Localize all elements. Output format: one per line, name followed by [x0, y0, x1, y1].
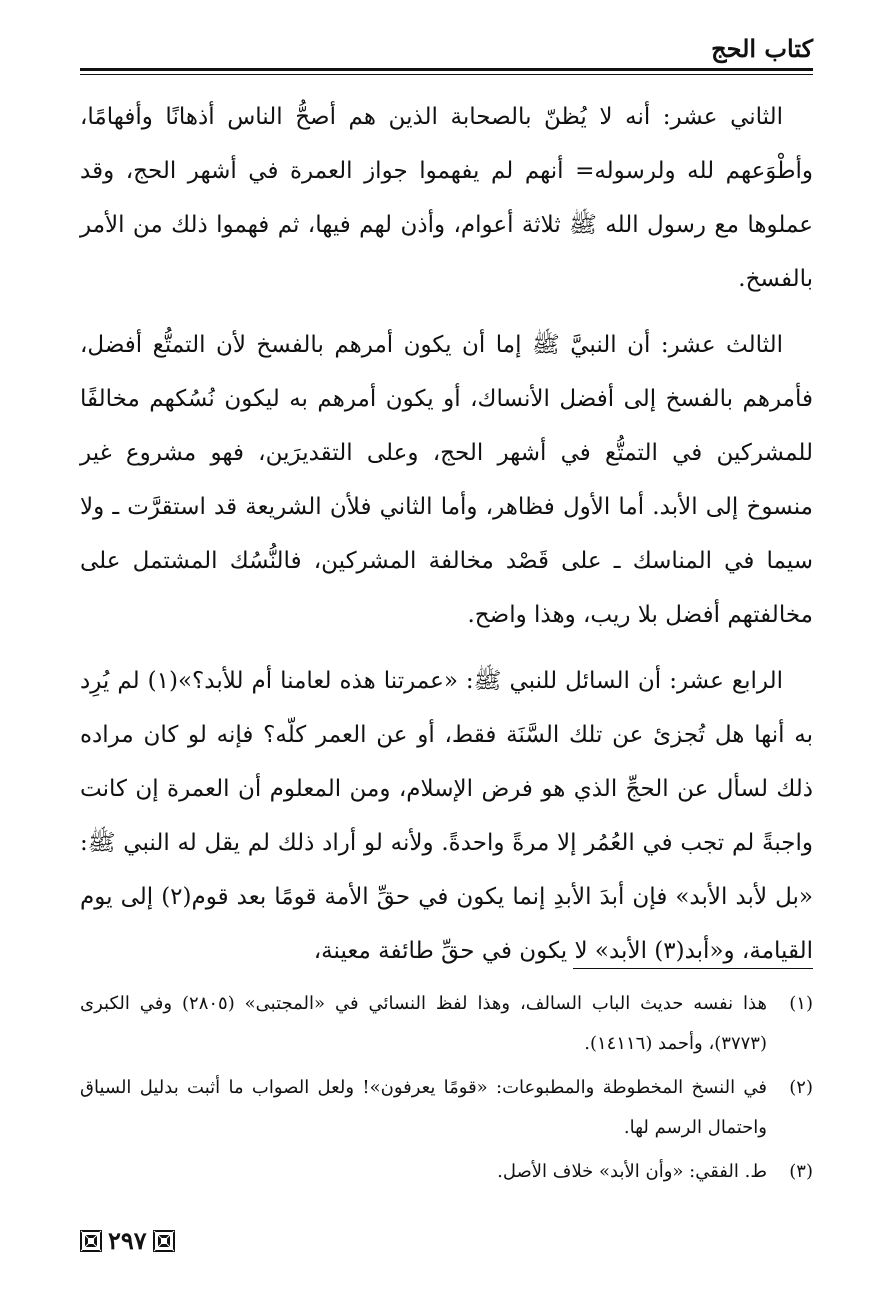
- page-number-block: [80, 1228, 175, 1254]
- footnotes: [80, 984, 813, 1196]
- header-rule-thin: [80, 74, 813, 75]
- footnote-1: [80, 984, 813, 1064]
- footnote-separator: [573, 968, 813, 969]
- footnote-text: هذا نفسه حديث الباب السالف، وهذا لفظ النسائي في «المجتبى» (٢٨٠٥) وفي الكبرى (٣٧٧٣)، وأحمد (١٤١١٦).: [80, 993, 767, 1054]
- ornament-icon: [80, 1230, 102, 1252]
- header-rule-thick: [80, 68, 813, 71]
- footnote-number: (٢): [789, 1077, 813, 1098]
- paragraph-twelfth: الثاني عشر: أنه لا يُظنّ بالصحابة الذين هم أصحُّ الناس أذهانًا وأفهامًا، وأطْوَعهم لله ولرسوله= أنهم لم يفهموا جواز العمرة في أشهر الحج، وقد عملوها مع رسول الله ﷺ ثلاثة أعوام، وأذن لهم فيها، ثم فهموا ذلك من الأمر بالفسخ.: [80, 104, 813, 292]
- running-header: كتاب الحج: [711, 34, 813, 63]
- paragraph-fourteenth: الرابع عشر: أن السائل للنبي ﷺ: «عمرتنا هذه لعامنا أم للأبد؟»(١) لم يُرِد به أنها هل تُجزئ عن تلك السَّنَة فقط، أو عن العمر كلّه؟ فإنه لو كان مراده ذلك لسأل عن الحجِّ الذي هو فرض الإسلام، ومن المعلوم أن العمرة إن كانت واجبةً لم تجب في العُمُر إلا مرةً واحدةً. ولأنه لو أراد ذلك لم يقل له النبي ﷺ: «بل لأبد الأبد» فإن أبدَ الأبدِ إنما يكون في حقِّ الأمة قومًا بعد قوم(٢) إلى يوم القيامة، و«أبد(٣) الأبد» لا يكون في حقِّ طائفة معينة،: [80, 668, 814, 964]
- footnote-2: [80, 1068, 813, 1148]
- ornament-icon: [153, 1230, 175, 1252]
- footnote-number: (١): [789, 993, 813, 1014]
- footnote-text: ط. الفقي: «وأن الأبد» خلاف الأصل.: [497, 1161, 767, 1182]
- footnote-text: في النسخ المخطوطة والمطبوعات: «قومًا يعرفون»! ولعل الصواب ما أثبت بدليل السياق واحتمال الرسم لها.: [80, 1077, 768, 1138]
- main-text: [80, 90, 813, 990]
- paragraph-thirteenth: الثالث عشر: أن النبيَّ ﷺ إما أن يكون أمرهم بالفسخ لأن التمتُّع أفضل، فأمرهم بالفسخ إلى أفضل الأنساك، أو يكون أمرهم به ليكون نُسُكهم مخالفًا للمشركين في التمتُّع في أشهر الحج، وعلى التقديرَين، فهو مشروع غير منسوخ إلى الأبد. أما الأول فظاهر، وأما الثاني فلأن الشريعة قد استقرَّت ـ ولا سيما في المناسك ـ على قَصْد مخالفة المشركين، فالنُّسُك المشتمل على مخالفتهم أفضل بلا ريب، وهذا واضح.: [80, 332, 813, 628]
- page-number: ٢٩٧: [108, 1226, 147, 1255]
- footnote-number: (٣): [789, 1161, 813, 1182]
- footnote-3: [80, 1152, 813, 1192]
